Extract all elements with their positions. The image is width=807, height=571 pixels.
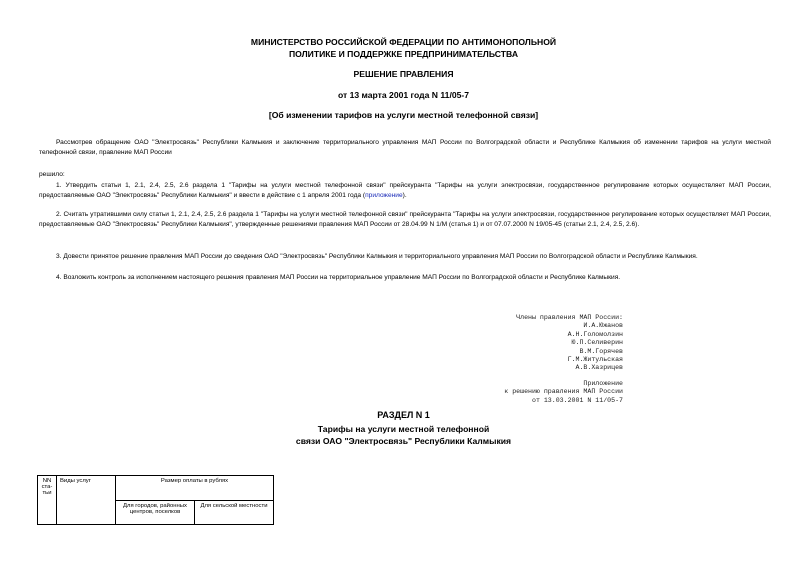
intro-paragraph: Рассмотрев обращение ОАО "Электросвязь" Республики Калмыкия и заключение территориального управления МАП России по Волгоградской области и Республике Калмыкия об изменении тарифов на услуги местной телефонной связи, правление МАП России [39,139,771,157]
item-1 [39,181,771,202]
decision-heading: РЕШЕНИЕ ПРАВЛЕНИЯ [353,69,454,79]
decision-date-number: от 13 марта 2001 года N 11/05-7 [337,90,470,100]
ministry-line-1: МИНИСТЕРСТВО РОССИЙСКОЙ ФЕДЕРАЦИИ ПО АНТИМОНОПОЛЬНОЙ [250,37,557,47]
signatures-heading: Члены правления МАП России: [516,314,623,321]
header-city: Для городов, районных центров, поселков [116,501,195,525]
item-2: 2. Считать утратившими силу статьи 1, 2.1, 2.4, 2.5, 2.6 раздела 1 "Тарифы на услуги местной телефонной связи" прейскуранта "Тарифы на услуги электросвязи, государственное регулирование которых осуществляет МАП России, предоставляемые ОАО "Электросвязь" Республики Калмыкия", утвержденные решениями правления МАП России от 28.04.99 N 1/М (статья 1) и от 07.07.2000 N 19/05-45 (статьи 2.1, 2.4, 2.5, 2.6). [39,211,771,229]
signature-name: В.М.Горячев [579,347,623,355]
section-heading: РАЗДЕЛ N 1 [377,410,430,420]
appendix-note [504,380,623,405]
appendix-line-2: к решению правления МАП России [504,388,623,396]
item-1-text: 1. Утвердить статьи 1, 2.1, 2.4, 2.5, 2.6 раздела 1 "Тарифы на услуги местной телефонной связи" прейскуранта "Тарифы на услуги электросвязи, государственное регулирование которых осуществляет МАП России, предоставляемые ОАО "Электросвязь" Республики Калмыкия" и ввести в действие с 1 апреля 2001 года ( [39,182,771,200]
signature-name: Г.М.Житульская [567,356,623,364]
signatures-block [516,314,623,373]
header-rural: Для сельской местности [195,501,274,525]
header-services: Виды услуг [57,476,116,525]
tariff-table [37,475,274,525]
section-subtitle-line-2: связи ОАО "Электросвязь" Республики Калмыкия [295,435,512,446]
header-nn: NN ста-тьи [38,476,57,525]
section-subtitle-line-1: Тарифы на услуги местной телефонной [317,424,490,434]
appendix-line-3: от 13.03.2001 N 11/05-7 [531,396,623,404]
ministry-line-2: ПОЛИТИКЕ И ПОДДЕРЖКЕ ПРЕДПРИНИМАТЕЛЬСТВА [288,49,519,59]
signature-name: И.А.Южанов [583,322,623,330]
decided-label: решило: [39,171,65,178]
header-payment: Размер оплаты в рублях [116,476,274,501]
signature-name: А.Н.Голомолзин [567,330,623,338]
signature-name: А.В.Хазрицев [575,364,623,372]
item-1-end: ). [402,192,407,200]
item-4: 4. Возложить контроль за исполнением настоящего решения правления МАП России на территориальное управление МАП России по Волгоградской области и Республике Калмыкия. [56,274,621,281]
appendix-link[interactable]: приложение [365,192,403,200]
ministry-header [0,36,807,60]
appendix-line-1: Приложение [583,380,623,387]
signature-name: Ю.П.Селиверин [571,339,623,347]
document-title: [Об изменении тарифов на услуги местной телефонной связи] [268,110,539,120]
section-subtitle [0,424,807,447]
item-3: 3. Довести принятое решение правления МАП России до сведения ОАО "Электросвязь" Республики Калмыкия и территориального управления МАП России по Волгоградской области и Республике Калмыкия. [56,253,698,260]
